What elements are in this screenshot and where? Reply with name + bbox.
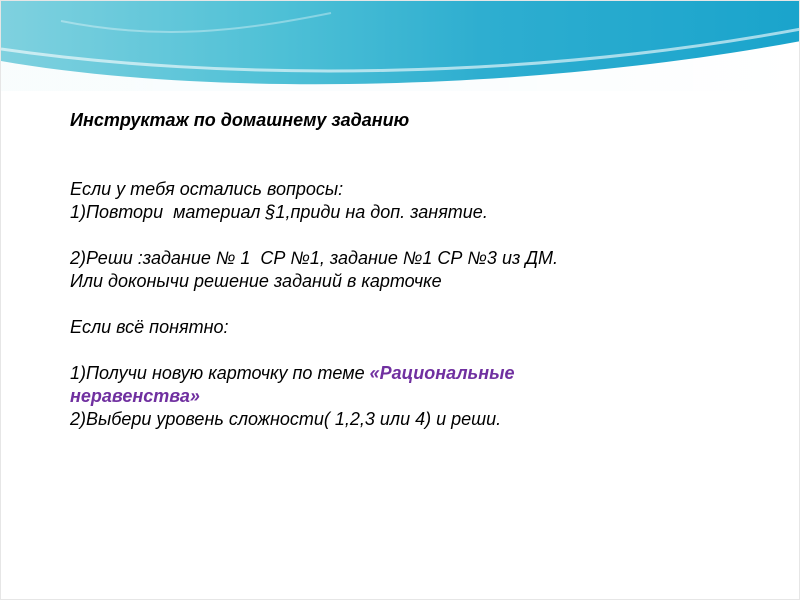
topic-highlight-part-2: неравенства» (70, 386, 200, 406)
questions-item-2-alternative: Или доконычи решение заданий в карточке (70, 271, 442, 291)
clear-intro: Если всё понятно: (70, 317, 229, 337)
topic-highlight-part-1: «Рациональные (369, 363, 515, 383)
clear-item-1-prefix: 1)Получи новую карточку по теме (70, 363, 370, 383)
clear-item-2: 2)Выбери уровень сложности( 1,2,3 или 4) и реши. (70, 409, 502, 429)
slide-title: Инструктаж по домашнему заданию (70, 110, 410, 130)
banner-wave-decoration (1, 1, 800, 111)
homework-instructions (70, 109, 760, 431)
clear-item-1 (70, 362, 760, 385)
questions-item-2: 2)Реши :задание № 1 СР №1, задание №1 СР №3 из ДМ. (70, 248, 558, 268)
questions-item-1: 1)Повтори материал §1,приди на доп. занятие. (70, 202, 488, 222)
questions-intro: Если у тебя остались вопросы: (70, 179, 344, 199)
